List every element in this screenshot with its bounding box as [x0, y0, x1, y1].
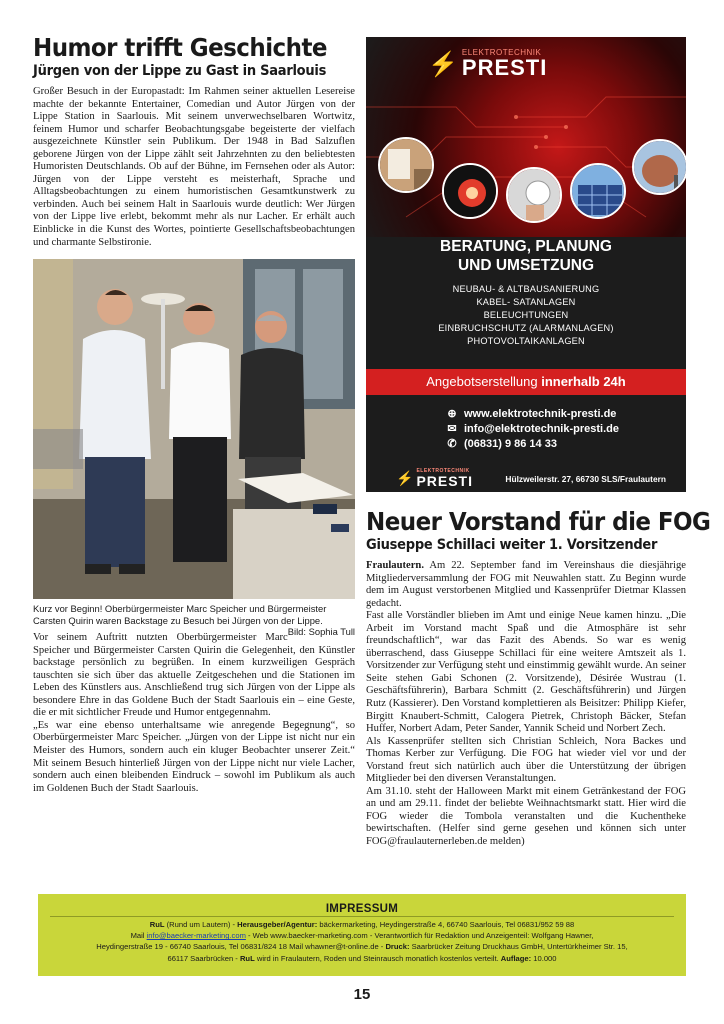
ad-headline-line-1: BERATUNG, PLANUNG: [440, 238, 612, 255]
ad-phone: (06831) 9 86 14 33: [464, 438, 557, 450]
ad-website-link[interactable]: www.elektrotechnik-presti.de: [464, 408, 617, 420]
ad-footer-logo-small: ELEKTROTECHNIK: [416, 468, 470, 474]
ad-service-item: BELEUCHTUNGEN: [483, 310, 569, 320]
impressum-label-edition: Auflage:: [500, 953, 532, 963]
article-humor-headline: Humor trifft Geschichte: [33, 33, 327, 62]
article-humor-subheadline: Jürgen von der Lippe zu Gast in Saarlouis: [33, 63, 327, 79]
photo-credit: Bild: Sophia Tull: [287, 626, 355, 638]
envelope-icon: ✉: [447, 423, 457, 435]
impressum-box: [38, 894, 686, 976]
impressum-text: Heydingerstraße 19 - 66740 Saarlouis, Tel 06831/824 18 Mail whawner@t-online.de -: [96, 942, 386, 952]
ad-contact-block: [446, 407, 619, 452]
ad-address: Hülzweilerstr. 27, 66730 SLS/Fraulautern: [505, 473, 666, 484]
presti-logo: [428, 49, 547, 79]
ad-services-list: [366, 283, 686, 348]
ad-service-item: NEUBAU- & ALTBAUSANIERUNG: [452, 284, 600, 294]
impressum-rul: RuL: [149, 920, 165, 929]
impressum-divider: [50, 916, 674, 917]
impressum-line-1: [38, 919, 686, 930]
page-number: 15: [353, 986, 371, 1003]
article-fog-dateline: Fraulautern.: [366, 560, 424, 571]
impressum-line-2: [38, 930, 686, 941]
lightning-bolt-icon: ⚡: [428, 50, 458, 78]
impressum-text: 66117 Saarbrücken -: [167, 953, 240, 963]
article-humor-paragraph-2: Vor seinem Auftritt nutzten Oberbürgermeister Marc Speicher und Bürgermeister Carsten Quirin die Gelegenheit, den Künstler backstage persönlich zu begrüßen. In einem kurzweiligen Gespräch tauschten sie sich über das aktuelle Zeitgeschehen und die Stationen im Leben des Künstlers aus. Anschließend trug sich Jürgen von der Lippe als besondere Ehre in das Goldene Buch der Stadt Saarlouis ein – eine Geste, die er mit sichtlicher Freude und Humor entgegennahm.: [33, 632, 355, 719]
article-humor-paragraph-3: „Es war eine ebenso unterhaltsame wie anregende Begegnung“, so Oberbürgermeister Marc Speicher. „Jürgen von der Lippe ist nicht nur ein Meister des Humors, sondern auch ein kluger Beobachter unserer Zeit.“ Mit seinem Besuch hinterließ Jürgen von der Lippe nicht nur viele Lacher, sondern auch einen bleibenden Eindruck – sowohl im Publikum als auch im Goldenen Buch der Stadt Saarlouis.: [33, 719, 355, 794]
ad-service-item: KABEL- SATANLAGEN: [476, 297, 576, 307]
backstage-photo-illustration: [33, 259, 355, 599]
ad-offer-band: [366, 369, 686, 395]
ad-footer-logo: [396, 469, 473, 488]
ad-headline-line-2: UND UMSETZUNG: [457, 257, 595, 274]
impressum-line-4: [38, 953, 686, 964]
article-fog-paragraph-3: Als Kassenprüfer stellten sich Christian Schleich, Nora Backes und Thomas Kerber zur Verfügung. Die FOG hat wieder viel vor und der Vorstand freut sich natürlich auch über die Unterstützung der übrigen Mitglieder bei den diversen Veranstaltungen.: [366, 735, 686, 785]
lightning-bolt-icon: ⚡: [396, 470, 414, 486]
article-fog-paragraph-4: Am 31.10. steht der Halloween Markt mit einem Getränkestand der FOG an und am 29.11. findet der beliebte Weihnachtsmarkt statt. Hier wird die FOG wieder die Tombola veranstalten und die Kuchentheke bewirtschaften. (Helfer sind gerne gesehen und können sich unter FOG@fraulauternerleben.de melden): [366, 785, 686, 848]
article-fog-paragraph-1: Am 22. September fand im Vereinshaus die diesjährige Mitgliederversammlung der FOG mit Neuwahlen statt. Zu Beginn wurde dem im August verstorbenen Mitglied und Kassenprüfer Dietmar Klassen gedacht.: [366, 560, 686, 609]
solar-photo-circle: [570, 163, 626, 219]
ad-service-item: PHOTOVOLTAIKANLAGEN: [467, 336, 585, 346]
globe-icon: ⊕: [447, 408, 457, 420]
impressum-text: Mail: [130, 931, 147, 941]
impressum-label-publisher: Herausgeber/Agentur:: [237, 920, 318, 929]
impressum-text: wird in Fraulautern, Roden und Steinrausch monatlich kostenlos verteilt.: [254, 953, 501, 963]
ad-footer: [396, 469, 666, 488]
logo-big-text: PRESTI: [461, 55, 548, 80]
room-photo-circle: [378, 137, 434, 193]
lamp-photo-circle: [442, 163, 498, 219]
satellite-photo-circle: [632, 139, 686, 195]
ad-headline: [366, 237, 686, 275]
impressum-email-link[interactable]: info@baecker-marketing.com: [146, 931, 246, 941]
logo-small-text: ELEKTROTECHNIK: [461, 48, 542, 57]
impressum-rul: RuL: [239, 953, 255, 963]
ad-band-text: Angebotserstellung: [426, 374, 538, 389]
presti-advertisement: [366, 37, 686, 492]
ad-footer-logo-big: PRESTI: [416, 473, 474, 489]
ad-email-link[interactable]: info@elektrotechnik-presti.de: [464, 423, 619, 435]
impressum-line-3: [38, 941, 686, 952]
impressum-label-print: Druck:: [385, 942, 410, 952]
article-humor: [33, 34, 355, 795]
article-fog-headline: Neuer Vorstand für die FOG: [366, 507, 711, 536]
ad-band-emphasis: innerhalb 24h: [541, 374, 626, 389]
phone-icon: ✆: [447, 438, 457, 450]
impressum-text: (Rund um Lautern) -: [164, 920, 238, 929]
impressum-text: 10.000: [531, 953, 557, 963]
ad-circuit-background: [366, 37, 686, 237]
article-fog-paragraph-2: Fast alle Vorständler blieben im Amt und einige Neue kamen hinzu. „Die Arbeit im Vorstand macht Spaß und die Atmosphäre ist sehr freundschaftlich“, war das Fazit des Abends. So war es wenig überraschend, dass Giuseppe Schillaci für eine weitere Amtszeit als 1. Vorsitzender zur Verfügung steht und einstimmig gewählt wurde. An seiner Seite stehen Gabi Schonen (2. Vorsitzende), Désirée Wustrau (1. Geschäftsführerin), Barbara Schmitt (2. Geschäftsführerin) und Jürgen Rutz (Kassierer). Den Vorstand komplettieren als Beisitzer: Philipp Kiefer, Birgitt Knaubert-Schmitt, Calogera Pietrek, Christoph Bäcker, Stefan Huffer, Norbert Adam, Peter Sander, Yannik Scheid und Norbert Zech.: [366, 610, 686, 735]
impressum-text: bäckermarketing, Heydingerstraße 4, 66740 Saarlouis, Tel 06831/952 59 88: [317, 920, 575, 929]
impressum-title: IMPRESSUM: [325, 903, 399, 915]
article-humor-intro: Großer Besuch in der Europastadt: Im Rahmen seiner aktuellen Lesereise machte der bekannte Entertainer, Comedian und Autor Jürgen von der Lippe Station in Saarlouis. Mit seinem unverwechselbaren Wortwitz, feinem Humor und scharfer Beobachtungsgabe begeisterte der vielfach ausgezeichnete Künstler sein Publikum. Der 1948 in Bad Salzuflen geborene Jürgen von der Lippe zählt seit Jahrzehnten zu den beliebtesten Humoristen Deutschlands. Ob auf der Bühne, im Fernsehen oder als Autor: Jürgen von der Lippe versteht es meisterhaft, Sprache und Alltagsbeobachtungen zu einem humoristischen Gesamtkunstwerk zu verbinden. Auch bei seinem Halt in Saarlouis wurde deutlich: Wer Jürgen von der Lippe live erlebt, bekommt mehr als nur Lacher. Er erhält auch Einblicke in die Kunst des Wortes, pointierte Gesellschaftsbeobachtungen und charmante Selbstironie.: [33, 86, 355, 248]
impressum-text: - Web www.baecker-marketing.com - Verantwortlich für Redaktion und Anzeigenteil: Wolfgang Hawner,: [245, 931, 594, 941]
impressum-text: Saarbrücker Zeitung Druckhaus GmbH, Untertürkheimer Str. 15,: [409, 942, 628, 952]
photo-caption: Kurz vor Beginn! Oberbürgermeister Marc Speicher und Bürgermeister Carsten Quirin waren Backstage zu Besuch bei Jürgen von der Lippe.: [33, 603, 327, 626]
article-fog-subheadline: Giuseppe Schillaci weiter 1. Vorsitzender: [366, 537, 658, 553]
backstage-photo: [33, 259, 355, 599]
article-fog: [366, 507, 711, 849]
ad-service-item: EINBRUCHSCHUTZ (ALARMANLAGEN): [438, 323, 614, 333]
alarm-photo-circle: [506, 167, 562, 223]
